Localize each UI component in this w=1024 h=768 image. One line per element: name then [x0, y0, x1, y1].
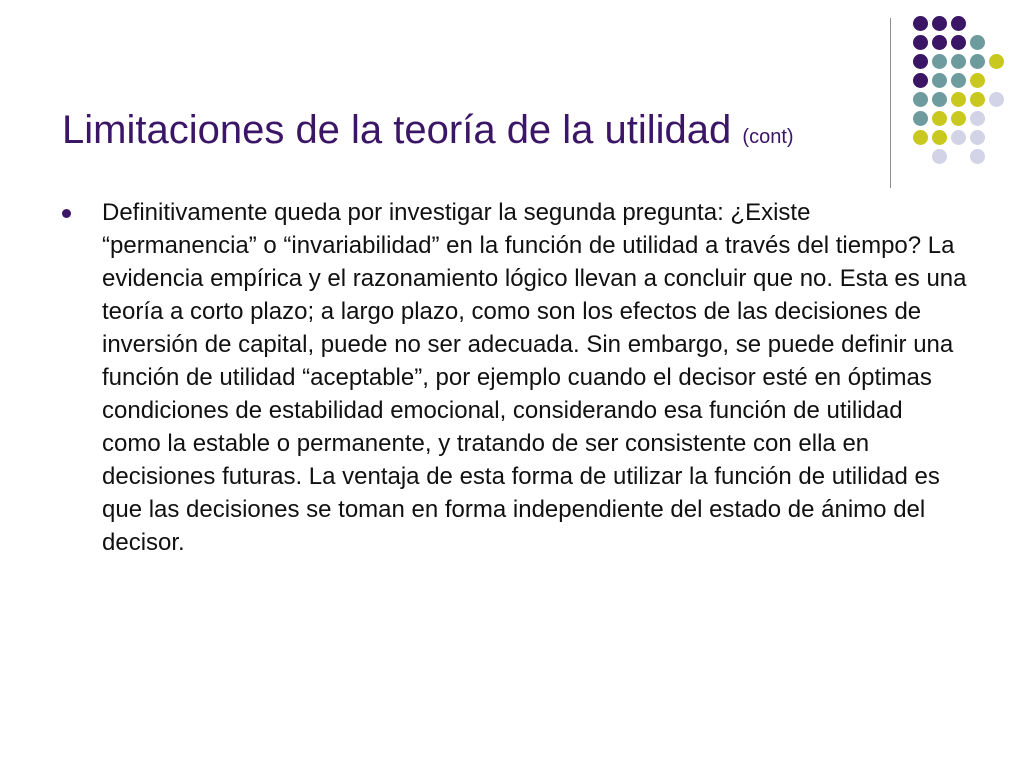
- dot: [932, 35, 947, 50]
- slide-title-suffix: (cont): [742, 126, 794, 148]
- dot: [970, 54, 985, 69]
- dot: [970, 92, 985, 107]
- dot: [989, 54, 1004, 69]
- dot: [913, 111, 928, 126]
- dot: [913, 73, 928, 88]
- dot: [913, 92, 928, 107]
- dot: [951, 130, 966, 145]
- dot: [951, 16, 966, 31]
- bullet-item: [62, 196, 967, 559]
- slide-title: [62, 106, 794, 161]
- dot: [970, 35, 985, 50]
- dot: [970, 130, 985, 145]
- dot: [932, 130, 947, 145]
- dot: [932, 111, 947, 126]
- slide-body: [62, 196, 967, 559]
- dot: [970, 73, 985, 88]
- dot: [932, 16, 947, 31]
- dot: [951, 54, 966, 69]
- bullet-icon: [62, 209, 71, 218]
- bullet-text: Definitivamente queda por investigar la segunda pregunta: ¿Existe “permanencia” o “invariabilidad” en la función de utilidad a través del tiempo? La evidencia empírica y el razonamiento lógico llevan a concluir que no. Esta es una teoría a corto plazo; a largo plazo, como son los efectos de las decisiones de inversión de capital, puede no ser adecuada. Sin embargo, se puede definir una función de utilidad “aceptable”, por ejemplo cuando el decisor esté en óptimas condiciones de estabilidad emocional, considerando esa función de utilidad como la estable o permanente, y tratando de ser consistente con ella en decisiones futuras. La ventaja de esta forma de utilizar la función de utilidad es que las decisiones se toman en forma independiente del estado de ánimo del decisor.: [102, 199, 967, 556]
- dot: [951, 73, 966, 88]
- dot: [989, 92, 1004, 107]
- dot: [913, 130, 928, 145]
- dot: [913, 16, 928, 31]
- dot: [932, 149, 947, 164]
- dot: [913, 54, 928, 69]
- dot: [970, 111, 985, 126]
- dot: [932, 54, 947, 69]
- dot: [932, 73, 947, 88]
- dot: [951, 92, 966, 107]
- dot: [951, 111, 966, 126]
- slide-title-text: Limitaciones de la teoría de la utilidad: [62, 108, 732, 152]
- vertical-divider: [890, 18, 891, 188]
- dot: [913, 35, 928, 50]
- dot: [970, 149, 985, 164]
- dot: [951, 35, 966, 50]
- dot: [932, 92, 947, 107]
